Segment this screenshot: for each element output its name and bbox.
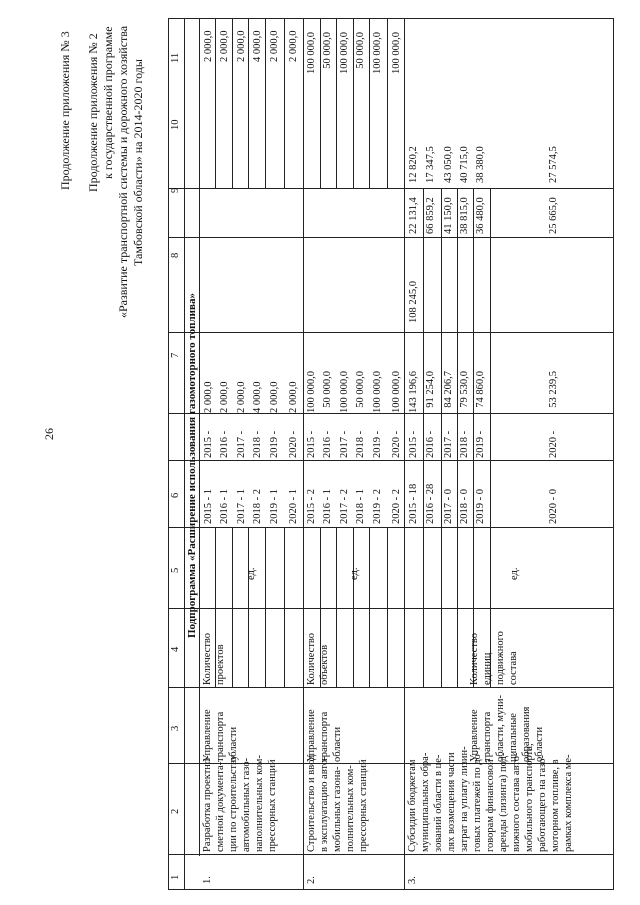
row-1-years: 2015 - 2016 - 2017 - 2018 - 2019 - 2020 -	[203, 430, 299, 458]
header-line-3: к государственной программе	[101, 26, 115, 179]
row-1-total: 2 000,0 2 000,0 2 000,0 4 000,0 2 000,0 2 000,0	[203, 381, 299, 413]
row-2-number: 2.	[306, 876, 317, 884]
row-1-name: Разработка проектно- сметной документа- ции по строительству автомобильных газо- наполнительных ком- прессорных станций	[202, 755, 278, 852]
row-3-col10: 12 820,2 17 347,5 43 050,0 40 715,0 38 380,0 27 574,5	[408, 146, 559, 183]
row-1-unit: ед.	[246, 567, 257, 580]
col-header-6: 6	[170, 492, 181, 498]
col-header-3: 3	[170, 725, 181, 731]
subprogram-title: Подпрограмма «Расширение использования газомоторного топлива»	[186, 293, 198, 638]
col-header-1: 1	[170, 874, 181, 880]
row-2-executor: Управление транспорта области	[306, 709, 343, 762]
row-3-unit: ед.	[509, 567, 520, 580]
row-2-unit: ед.	[349, 567, 360, 580]
row-3-name: Субсидии бюджетам муниципальных обра- зований области в це- лях возмещения части затрат на уплату лизин- говых платежей по до- говорам финансовой аренды (лизинга) под- вижного состава авто- мобильного транспорта, работающего на газо- моторном топливе, в рамках комплекса ме-	[407, 743, 574, 852]
program-table	[168, 18, 614, 890]
row-1-indicator: Количество проектов	[202, 632, 226, 685]
row-3-indicator: Количество единиц подвижного состава	[469, 631, 519, 685]
col-header-9: 9	[170, 187, 181, 193]
col-header-11: 11	[170, 52, 181, 63]
col-header-10: 10	[170, 119, 181, 130]
header-line-4: «Развитие транспортной системы и дорожного хозяйства	[116, 25, 130, 318]
row-1-targets: 2015 - 1 2016 - 1 2017 - 1 2018 - 2 2019 - 1 2020 - 1	[203, 489, 299, 524]
row-3-total: 143 196,6 91 254,0 84 206,7 79 530,0 74 860,0 53 239,5	[408, 371, 559, 413]
header-line-1: Продолжение приложения № 3	[58, 31, 72, 190]
row-1-number: 1.	[202, 876, 213, 884]
header-line-5: Тамбовской области» на 2014-2020 годы	[131, 59, 145, 266]
row-2-indicator: Количество объектов	[306, 632, 330, 685]
row-3-targets: 2015 - 18 2016 - 28 2017 - 0 2018 - 0 2019 - 0 2020 - 0	[408, 483, 559, 524]
row-1-col11: 2 000,0 2 000,0 2 000,0 4 000,0 2 000,0 2 000,0	[203, 30, 299, 62]
row-2-targets: 2015 - 2 2016 - 1 2017 - 2 2018 - 1 2019 - 2 2020 - 2	[306, 489, 402, 524]
row-3-number: 3.	[407, 876, 418, 884]
header-line-2: Продолжение приложения № 2	[86, 33, 100, 192]
row-3-col8: 108 245,0	[408, 281, 419, 323]
row-2-years: 2015 - 2016 - 2017 - 2018 - 2019 - 2020 -	[306, 430, 402, 458]
col-header-2: 2	[170, 808, 181, 814]
row-3-executor: Управление транспорта области, муни- ципальные образования области	[469, 695, 545, 762]
row-2-total: 100 000,0 50 000,0 100 000,0 50 000,0 100 000,0 100 000,0	[306, 371, 402, 413]
col-header-8: 8	[170, 252, 181, 258]
row-2-name: Строительство и ввод в эксплуатацию авто- мобильных газона- полнительных ком- прессорных станций	[306, 754, 369, 852]
row-2-col11: 100 000,0 50 000,0 100 000,0 50 000,0 100 000,0 100 000,0	[306, 32, 402, 74]
row-1-executor: Управление транспорта области	[202, 709, 239, 762]
col-header-5: 5	[170, 567, 181, 573]
page-number: 26	[42, 428, 56, 440]
col-header-4: 4	[170, 646, 181, 652]
row-3-years: 2015 - 2016 - 2017 - 2018 - 2019 - 2020 -	[408, 430, 559, 458]
col-header-7: 7	[170, 352, 181, 358]
row-3-col9: 22 131,4 66 859,2 41 150,0 38 815,0 36 480,0 25 665,0	[408, 197, 559, 234]
